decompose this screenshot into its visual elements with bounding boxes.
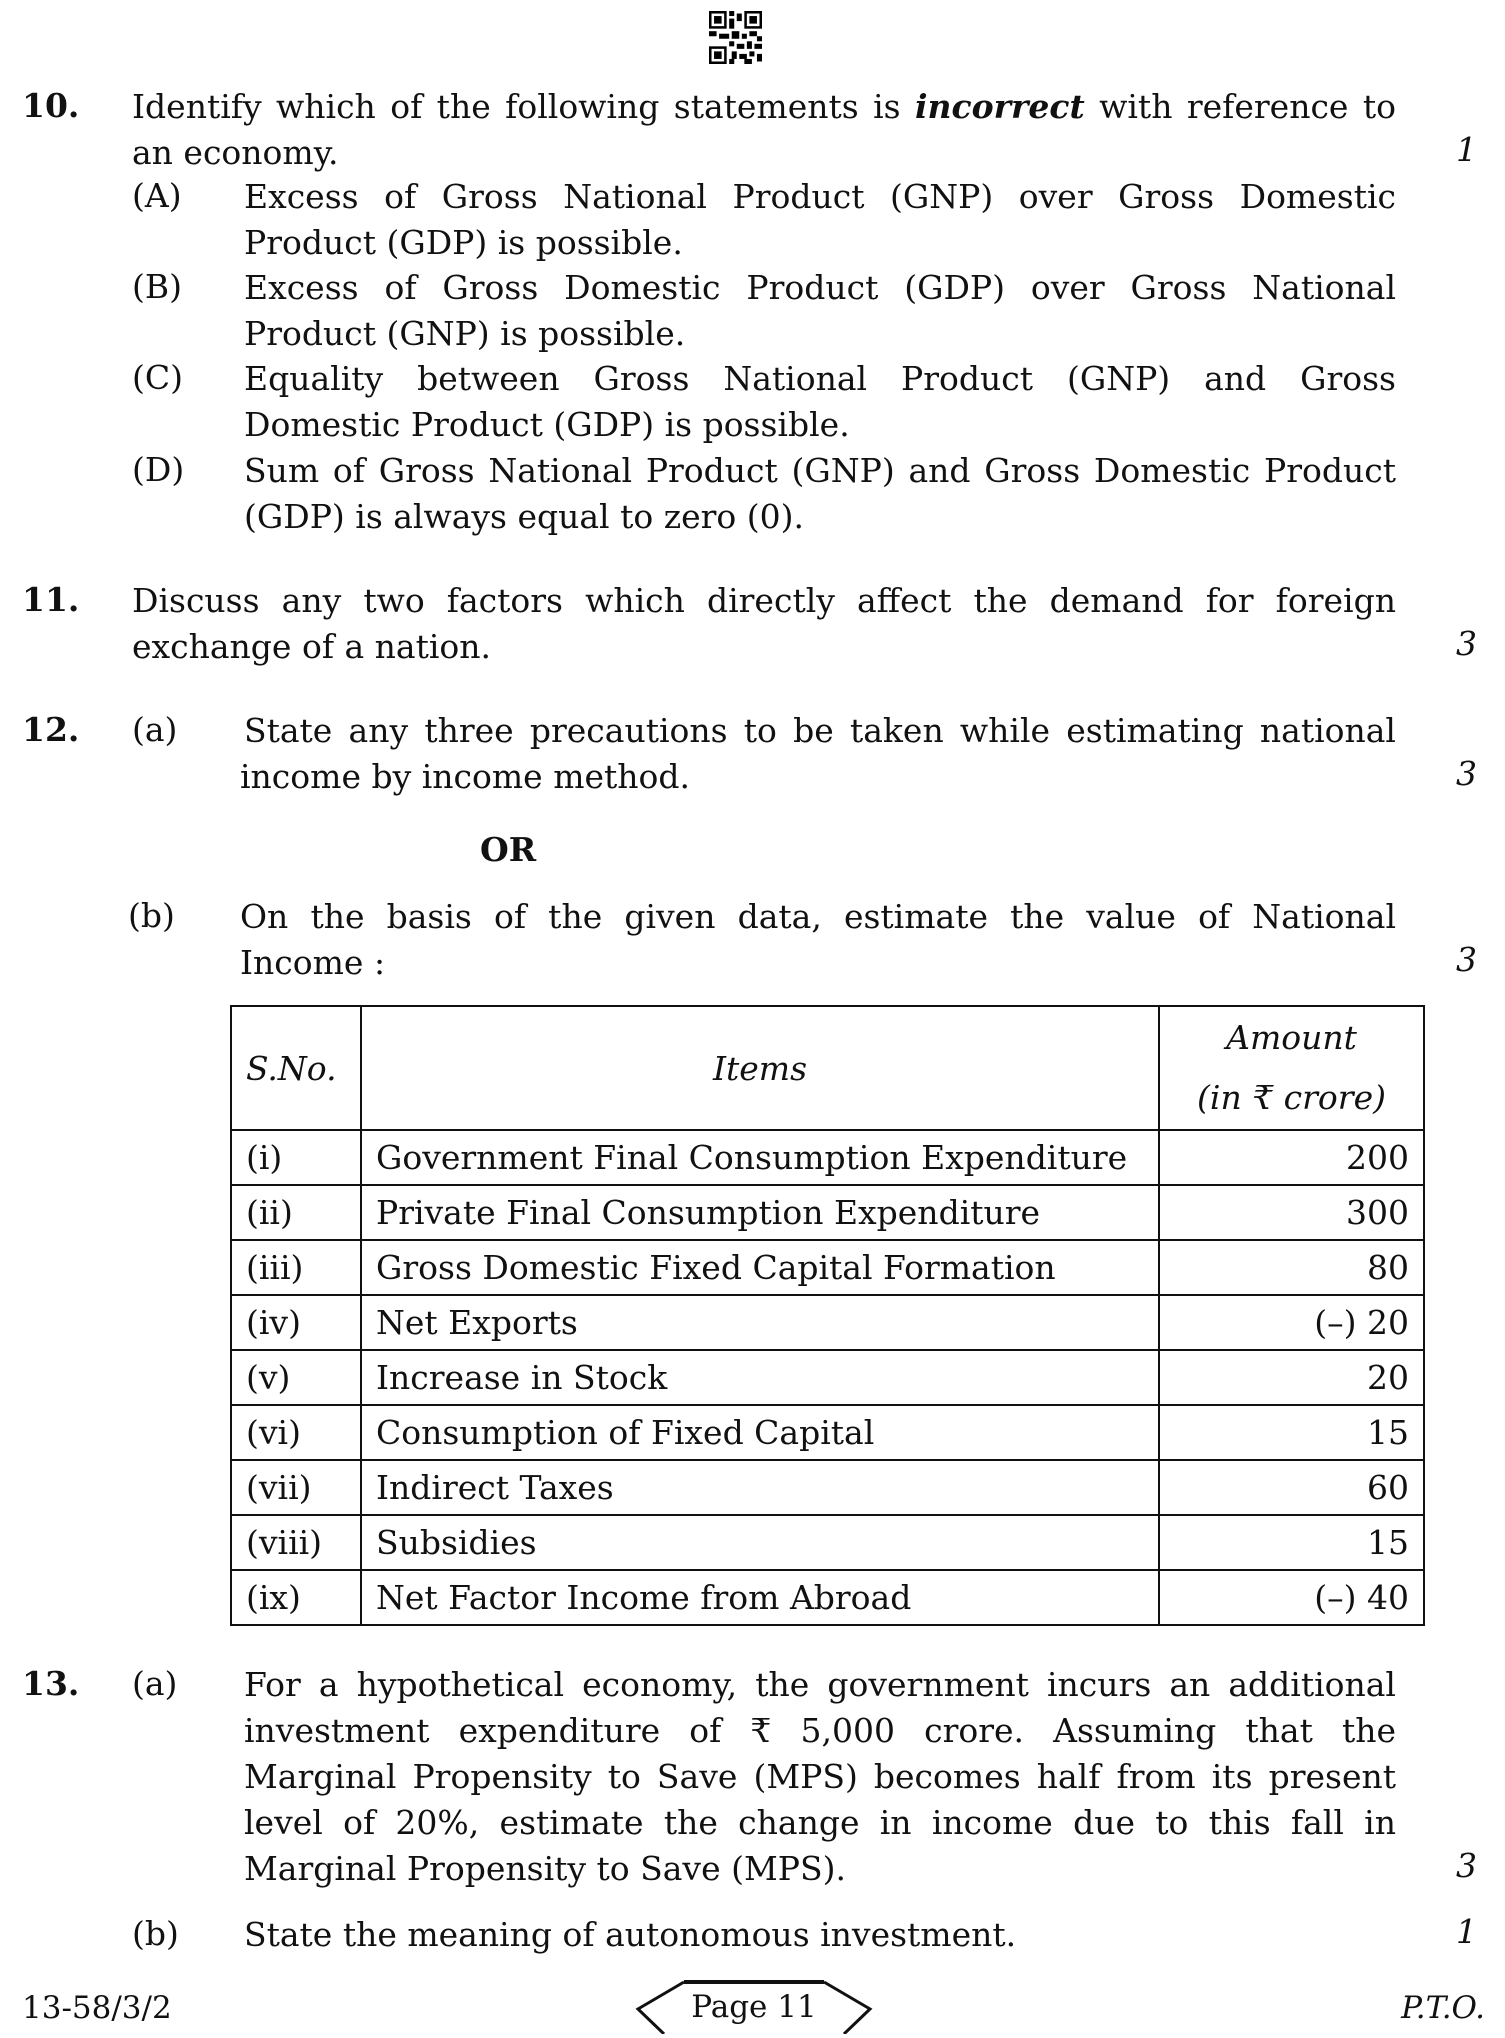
page-number: Page 11 (691, 1989, 817, 2025)
option-text: Excess of Gross National Product (GNP) over Gross Domestic (244, 177, 1396, 216)
part-label: (a) (132, 1664, 178, 1703)
cell-amount: 20 (1159, 1350, 1424, 1405)
part-text: State any three precautions to be taken while estimating national (244, 711, 1396, 750)
table-header-row (231, 1006, 1424, 1130)
marks: 3 (1456, 624, 1477, 663)
table-row (231, 1295, 1424, 1350)
question-number: 12. (22, 710, 80, 749)
marks: 3 (1456, 754, 1477, 793)
question-stem-line2: an economy. (132, 133, 339, 172)
cell-item: Net Factor Income from Abroad (361, 1570, 1159, 1625)
cell-item: Gross Domestic Fixed Capital Formation (361, 1240, 1159, 1295)
question-number: 11. (22, 580, 80, 619)
header-sno: S.No. (231, 1006, 361, 1130)
paper-code: 13-58/3/2 (22, 1990, 172, 2026)
question-text: Discuss any two factors which directly affect the demand for foreign (132, 581, 1396, 620)
cell-item: Indirect Taxes (361, 1460, 1159, 1515)
part-text: Marginal Propensity to Save (MPS). (244, 1849, 846, 1888)
stem-text: Identify which of the following statements is (132, 87, 915, 126)
table-row (231, 1350, 1424, 1405)
table-row (231, 1460, 1424, 1515)
option-text: Domestic Product (GDP) is possible. (244, 405, 850, 444)
cell-sno: (viii) (231, 1515, 361, 1570)
option-label: (A) (132, 176, 182, 215)
table-row (231, 1570, 1424, 1625)
cell-sno: (vii) (231, 1460, 361, 1515)
part-text: Marginal Propensity to Save (MPS) becomes half from its present (244, 1757, 1396, 1796)
qr-code-icon (709, 11, 762, 64)
question-text: exchange of a nation. (132, 627, 492, 666)
table-row (231, 1240, 1424, 1295)
marks: 3 (1456, 940, 1477, 979)
table-row (231, 1405, 1424, 1460)
cell-amount: (–) 40 (1159, 1570, 1424, 1625)
stem-emphasis: incorrect (914, 87, 1085, 126)
option-text: Product (GDP) is possible. (244, 223, 683, 262)
table-row (231, 1185, 1424, 1240)
cell-item: Government Final Consumption Expenditure (361, 1130, 1159, 1185)
option-text: (GDP) is always equal to zero (0). (244, 497, 804, 536)
cell-amount: 60 (1159, 1460, 1424, 1515)
header-amount-label: Amount (1226, 1018, 1357, 1057)
cell-amount: 300 (1159, 1185, 1424, 1240)
part-text: State the meaning of autonomous investment. (244, 1915, 1017, 1954)
cell-item: Subsidies (361, 1515, 1159, 1570)
option-text: Sum of Gross National Product (GNP) and Gross Domestic Product (244, 451, 1396, 490)
question-number: 10. (22, 86, 80, 125)
option-text: Product (GNP) is possible. (244, 314, 686, 353)
question-stem (132, 84, 1396, 130)
cell-item: Consumption of Fixed Capital (361, 1405, 1159, 1460)
or-separator: OR (480, 830, 537, 869)
cell-sno: (v) (231, 1350, 361, 1405)
option-label: (C) (132, 358, 183, 397)
cell-sno: (iv) (231, 1295, 361, 1350)
cell-sno: (ix) (231, 1570, 361, 1625)
question-number: 13. (22, 1664, 80, 1703)
cell-sno: (i) (231, 1130, 361, 1185)
cell-amount: 80 (1159, 1240, 1424, 1295)
part-text: For a hypothetical economy, the government incurs an additional (244, 1665, 1396, 1704)
marks: 3 (1456, 1846, 1477, 1885)
cell-sno: (ii) (231, 1185, 361, 1240)
part-text: investment expenditure of ₹ 5,000 crore. Assuming that the (244, 1711, 1396, 1750)
marks: 1 (1456, 130, 1477, 169)
header-items: Items (361, 1006, 1159, 1130)
cell-amount: 15 (1159, 1405, 1424, 1460)
cell-item: Net Exports (361, 1295, 1159, 1350)
part-text: income by income method. (240, 757, 691, 796)
header-amount-unit: (in ₹ crore) (1197, 1078, 1386, 1117)
cell-sno: (iii) (231, 1240, 361, 1295)
stem-text: with reference to (1084, 87, 1396, 126)
marks: 1 (1456, 1912, 1477, 1951)
option-text: Equality between Gross National Product (GNP) and Gross (244, 359, 1396, 398)
part-text: level of 20%, estimate the change in income due to this fall in (244, 1803, 1396, 1842)
part-text: On the basis of the given data, estimate the value of National (240, 897, 1396, 936)
part-label: (b) (128, 896, 175, 935)
cell-item: Private Final Consumption Expenditure (361, 1185, 1159, 1240)
option-label: (D) (132, 450, 185, 489)
cell-amount: (–) 20 (1159, 1295, 1424, 1350)
part-label: (a) (132, 710, 178, 749)
cell-item: Increase in Stock (361, 1350, 1159, 1405)
option-label: (B) (132, 267, 182, 306)
page-number-badge (634, 1979, 874, 2034)
table-row (231, 1515, 1424, 1570)
national-income-table (230, 1005, 1425, 1626)
part-label: (b) (132, 1914, 179, 1953)
option-text: Excess of Gross Domestic Product (GDP) over Gross National (244, 268, 1396, 307)
cell-amount: 15 (1159, 1515, 1424, 1570)
table-row (231, 1130, 1424, 1185)
header-amount (1159, 1006, 1424, 1130)
cell-sno: (vi) (231, 1405, 361, 1460)
part-text: Income : (240, 943, 386, 982)
please-turn-over: P.T.O. (1401, 1990, 1485, 2026)
cell-amount: 200 (1159, 1130, 1424, 1185)
